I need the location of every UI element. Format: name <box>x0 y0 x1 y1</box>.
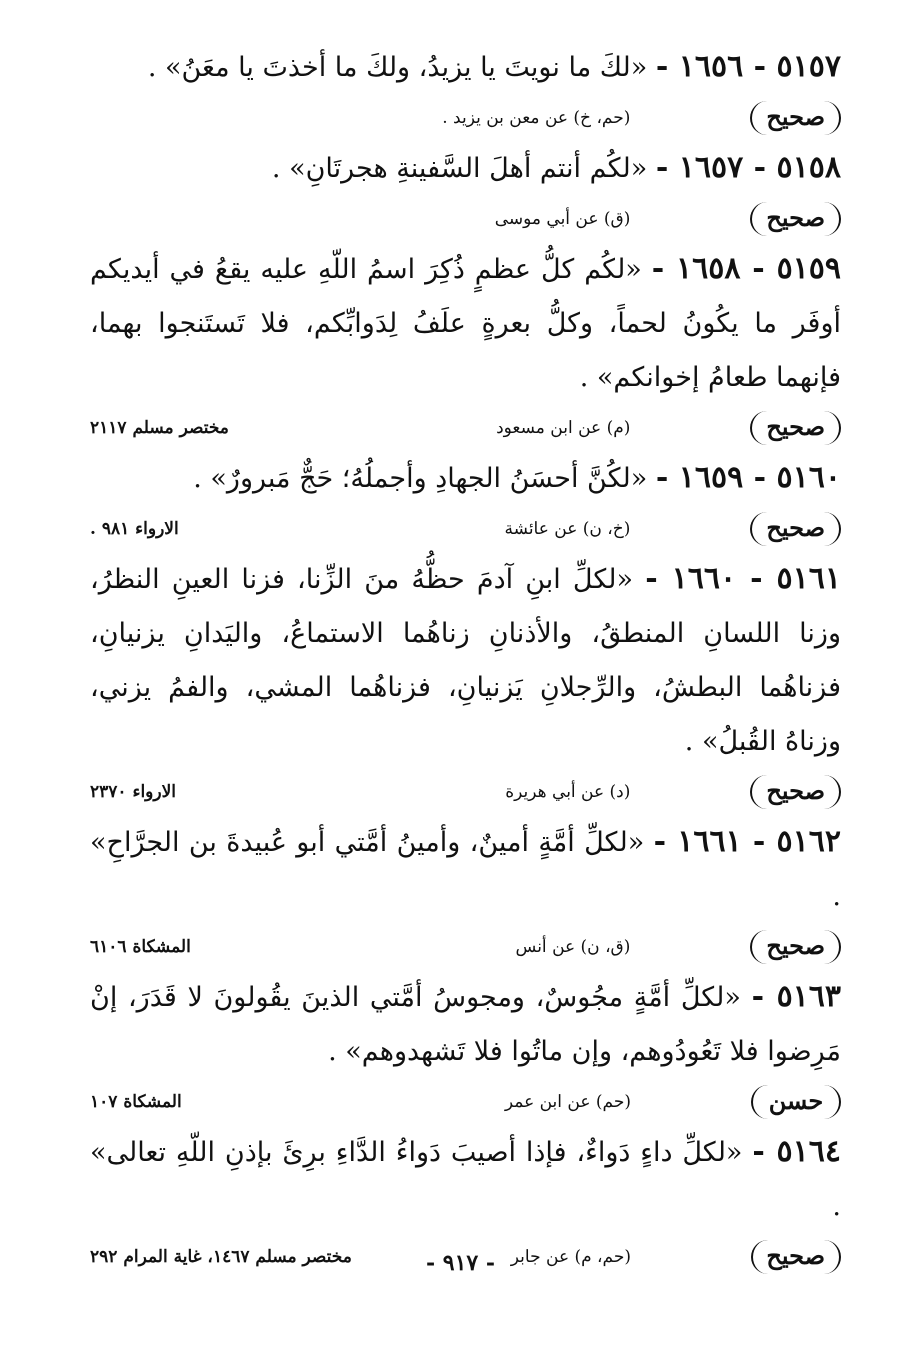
source-text: (خ، ن) عن عائشة <box>504 519 631 539</box>
citation-text: الارواء ٩٨١ . <box>90 519 179 539</box>
reference-line <box>90 769 841 815</box>
grade-badge: صحيح <box>750 101 841 135</box>
hadith-text <box>90 141 841 196</box>
hadith-text <box>90 970 841 1079</box>
hadith-number: ٥١٦٤ - <box>752 1134 841 1169</box>
hadith-number: ٥١٥٧ - ١٦٥٦ - <box>655 49 841 84</box>
source-text: (ق) عن أبي موسى <box>494 209 631 229</box>
hadith-number: ٥١٥٩ - ١٦٥٨ - <box>651 251 842 286</box>
source-text: (حم، خ) عن معن بن يزيد . <box>442 108 631 128</box>
source-text: (م) عن ابن مسعود <box>496 418 631 438</box>
hadith-number: ٥١٦١ - ١٦٦٠ - <box>645 561 841 596</box>
hadith-text <box>90 552 841 769</box>
hadith-body: «لكلِّ ابنِ آدمَ حظُّهُ منَ الزِّنا، فزنا العينِ النظرُ، وزنا اللسانِ المنطقُ، والأذنانِ زناهُما الاستماعُ، واليَدانِ يزنيانِ، فزناهُما البطشُ، والرِّجلانِ يَزنيانِ، فزناهُما المشي، والفمُ يزني، وزناهُ القُبلُ» . <box>90 564 841 757</box>
source-text: (حم) عن ابن عمر <box>504 1092 631 1112</box>
hadith-text <box>90 815 841 924</box>
reference-line <box>90 196 841 242</box>
hadith-number: ٥١٦٢ - ١٦٦١ - <box>653 824 841 859</box>
hadith-text <box>90 1125 841 1234</box>
source-text: (ق، ن) عن أنس <box>515 937 631 957</box>
grade-badge: صحيح <box>750 775 841 809</box>
grade-badge: صحيح <box>750 202 841 236</box>
hadith-body: «لكُم كلُّ عظمٍ ذُكِرَ اسمُ اللّهِ عليه يقعُ في أيديكم أوفَر ما يكُونُ لحماً، وكلُّ بعرةٍ علَفُ لِدَوابِّكم، فلا تَستَنجوا بهما، فإنهما طعامُ إخوانكم» . <box>90 254 841 393</box>
citation-text: مختصر مسلم ٢١١٧ <box>90 418 229 438</box>
hadith-body: «لكلِّ أمَّةٍ مجُوسٌ، ومجوسُ أمَّتي الذينَ يقُولونَ لا قَدَرَ، إنْ مَرِضوا فلا تَعُودُوهم، وإن ماتُوا فلا تَشهدوهم» . <box>90 982 841 1067</box>
citation-text: مختصر مسلم ١٤٦٧، غاية المرام ٢٩٢ <box>90 1247 352 1267</box>
reference-line <box>90 924 841 970</box>
source-text: (د) عن أبي هريرة <box>505 782 631 802</box>
hadith-entry-5163 <box>90 970 841 1125</box>
hadith-body: «لكَ ما نويتَ يا يزيدُ، ولكَ ما أخذتَ يا معَنُ» . <box>147 52 648 83</box>
reference-line <box>90 405 841 451</box>
grade-badge: صحيح <box>750 411 841 445</box>
hadith-body: «لكلِّ أمَّةٍ أمينٌ، وأمينُ أمَّتي أبو عُبيدةَ بن الجرَّاحِ» . <box>90 827 841 912</box>
hadith-entry-5161 <box>90 552 841 815</box>
hadith-number: ٥١٦٣ - <box>751 979 842 1014</box>
hadith-entry-5162 <box>90 815 841 970</box>
hadith-text <box>90 242 841 405</box>
hadith-number: ٥١٦٠ - ١٦٥٩ - <box>655 460 841 495</box>
grade-badge: صحيح <box>751 1240 841 1274</box>
hadith-entry-5158 <box>90 141 841 242</box>
hadith-body: «لكُنَّ أحسَنُ الجهادِ وأجملُهُ؛ حَجٌّ مَبرورٌ» . <box>193 463 648 494</box>
hadith-body: «لكُم أنتم أهلَ السَّفينةِ هجرتَانِ» . <box>271 153 648 184</box>
reference-line <box>90 1079 841 1125</box>
hadith-entry-5157 <box>90 40 841 141</box>
hadith-text <box>90 451 841 506</box>
hadith-entry-5160 <box>90 451 841 552</box>
hadith-number: ٥١٥٨ - ١٦٥٧ - <box>655 150 841 185</box>
citation-text: المشكاة ١٠٧ <box>90 1092 182 1112</box>
grade-badge: صحيح <box>750 512 841 546</box>
citation-text: الارواء ٢٣٧٠ <box>90 782 177 802</box>
reference-line <box>90 506 841 552</box>
citation-text: المشكاة ٦١٠٦ <box>90 937 191 957</box>
reference-line <box>90 95 841 141</box>
page-number: - ٩١٧ - <box>425 1250 496 1276</box>
grade-badge: حسن <box>751 1085 841 1119</box>
hadith-text <box>90 40 841 95</box>
grade-badge: صحيح <box>750 930 841 964</box>
source-text: (حم، م) عن جابر <box>510 1247 631 1267</box>
hadith-entry-5159 <box>90 242 841 451</box>
hadith-body: «لكلِّ داءٍ دَواءٌ، فإذا أصيبَ دَواءُ الدَّاءِ برِئَ بإذنِ اللّهِ تعالى» . <box>90 1137 841 1222</box>
